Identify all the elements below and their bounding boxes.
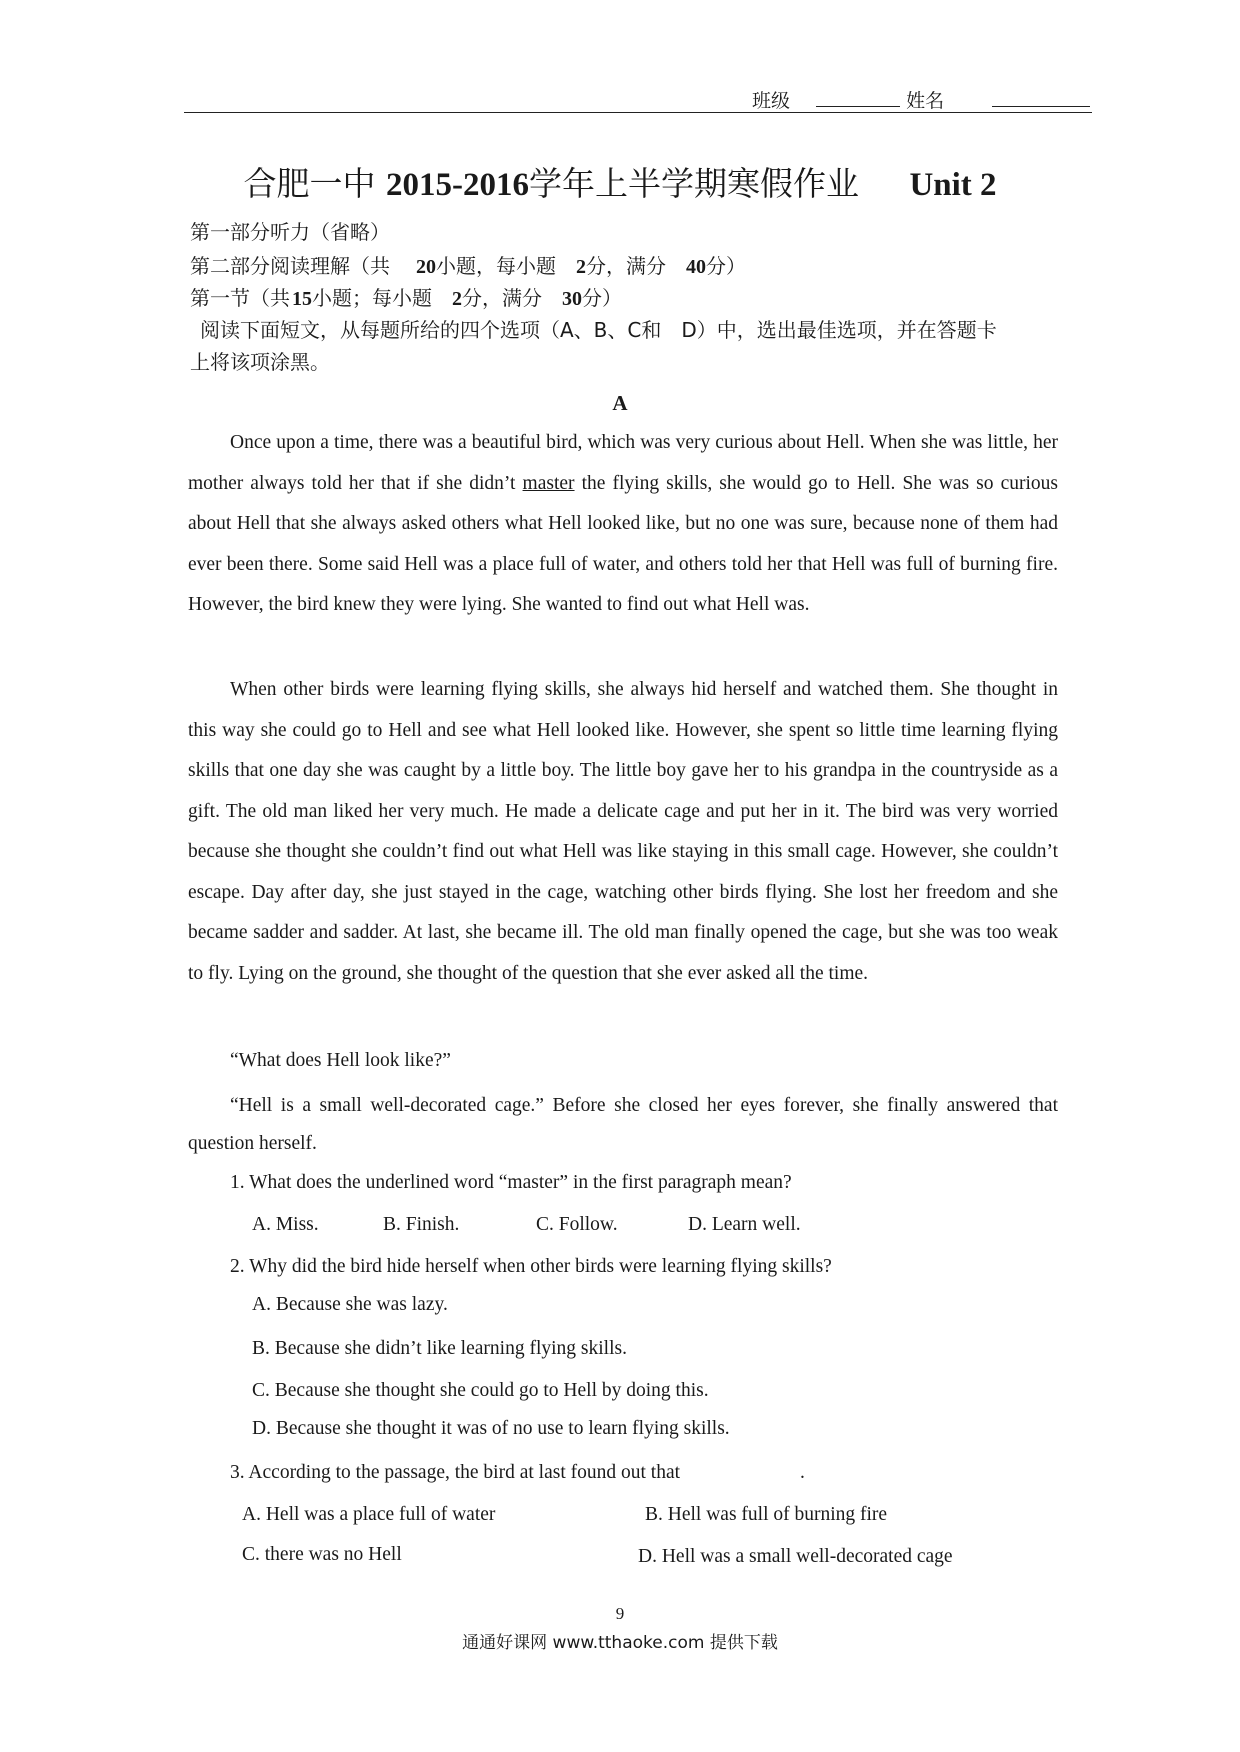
title-school: 合肥一中 xyxy=(243,164,376,203)
section1-total-points: 30 xyxy=(562,288,582,310)
section1-heading xyxy=(190,282,622,311)
question-1-option-b[interactable]: B. Finish. xyxy=(383,1214,460,1235)
passage-paragraph-4 xyxy=(188,1087,1058,1163)
part1-heading: 第一部分听力（省略） xyxy=(190,220,390,244)
section1-text: 小题；每小题 xyxy=(312,286,432,310)
part2-question-count: 20 xyxy=(416,256,436,278)
section1-text: 分，满分 xyxy=(462,286,542,310)
question-3-stem xyxy=(230,1462,805,1484)
passage-paragraph-2 xyxy=(188,670,1058,994)
section1-question-count: 15 xyxy=(292,288,312,310)
name-label: 姓名 xyxy=(906,90,945,112)
footer-source-link[interactable]: 通通好课网 www.tthaoke.com 提供下载 xyxy=(462,1633,778,1653)
underlined-word-master: master xyxy=(522,472,575,494)
part2-points-each: 2 xyxy=(576,256,586,278)
question-2-option-a[interactable]: A. Because she was lazy. xyxy=(252,1294,448,1315)
directions-line-1: 阅读下面短文，从每题所给的四个选项（A、B、C和 D）中，选出最佳选项，并在答题卡 xyxy=(200,318,997,342)
section1-text: 分） xyxy=(582,286,622,310)
title-unit: Unit 2 xyxy=(909,167,997,203)
page-number: 9 xyxy=(615,1604,625,1623)
question-3-option-d[interactable]: D. Hell was a small well-decorated cage xyxy=(638,1546,953,1567)
question-1-option-d[interactable]: D. Learn well. xyxy=(688,1214,801,1235)
question-3-text: 3. According to the passage, the bird at last found out that xyxy=(230,1462,681,1483)
question-2-option-b[interactable]: B. Because she didn’t like learning flying skills. xyxy=(252,1338,627,1359)
part2-total-points: 40 xyxy=(686,256,706,278)
title-term: 学年上半学期寒假作业 xyxy=(528,164,859,203)
class-blank xyxy=(816,92,900,107)
class-label: 班级 xyxy=(752,90,791,112)
question-1-option-c[interactable]: C. Follow. xyxy=(536,1214,618,1235)
part2-heading xyxy=(190,250,746,279)
question-2-option-c[interactable]: C. Because she thought she could go to Hell by doing this. xyxy=(252,1380,709,1401)
part2-text: 小题，每小题 xyxy=(436,254,556,278)
paragraph-text: “What does Hell look like?” xyxy=(230,1050,451,1071)
passage-paragraph-1 xyxy=(188,423,1058,626)
part2-text: 分） xyxy=(706,254,746,278)
question-3-end: . xyxy=(800,1462,805,1483)
question-2-option-d[interactable]: D. Because she thought it was of no use to learn flying skills. xyxy=(252,1418,730,1439)
paragraph-text: the flying skills, she would go to Hell. She was so curious about Hell that she always asked others what Hell looked like, but no one was sure, because none of them had ever been there. Some said Hell was a place full of water, and others told her that Hell was full of burning fire. However, the bird knew they were lying. She wanted to find out what Hell was. xyxy=(188,472,1058,615)
paragraph-text: “Hell is a small well-decorated cage.” Before she closed her eyes forever, she finally answered that question herself. xyxy=(188,1095,1058,1154)
part2-text: 分，满分 xyxy=(586,254,666,278)
question-2-stem: 2. Why did the bird hide herself when other birds were learning flying skills? xyxy=(230,1256,832,1277)
question-1-option-a[interactable]: A. Miss. xyxy=(252,1214,319,1235)
section1-points-each: 2 xyxy=(452,288,462,310)
question-3-option-a[interactable]: A. Hell was a place full of water xyxy=(242,1504,496,1525)
passage-label: A xyxy=(612,391,628,415)
paragraph-text: Once upon a time, there was a beautiful bird, which was very curious about Hell. When she was little, her mother always told her that if she didn’t xyxy=(188,432,1058,494)
question-3-option-c[interactable]: C. there was no Hell xyxy=(242,1544,402,1565)
name-blank xyxy=(992,92,1090,107)
section1-text: 第一节（共 xyxy=(190,286,290,310)
directions-line-2: 上将该项涂黑。 xyxy=(190,350,330,374)
passage-paragraph-3 xyxy=(188,1041,1058,1082)
paragraph-text: When other birds were learning flying skills, she always hid herself and watched them. She thought in this way she could go to Hell and see what Hell looked like. However, she spent so little time learning flying skills that one day she was caught by a little boy. The little boy gave her to his grandpa in the countryside as a gift. The old man liked her very much. He made a delicate cage and put her in it. The bird was very worried because she thought she couldn’t find out what Hell was like staying in this small cage. However, she couldn’t escape. Day after day, she just stayed in the cage, watching other birds flying. She lost her freedom and she became sadder and sadder. At last, she became ill. The old man finally opened the cage, but she was too weak to fly. Lying on the ground, she thought of the question that she ever asked all the time. xyxy=(188,679,1058,984)
header-rule xyxy=(184,112,1092,113)
student-info-fields xyxy=(752,86,1090,113)
question-3-option-b[interactable]: B. Hell was full of burning fire xyxy=(645,1504,888,1525)
title-years: 2015-2016 xyxy=(385,167,529,203)
page-title xyxy=(0,158,1240,205)
question-1-stem: 1. What does the underlined word “master” in the first paragraph mean? xyxy=(230,1172,792,1193)
part2-text: 第二部分阅读理解（共 xyxy=(190,254,390,278)
